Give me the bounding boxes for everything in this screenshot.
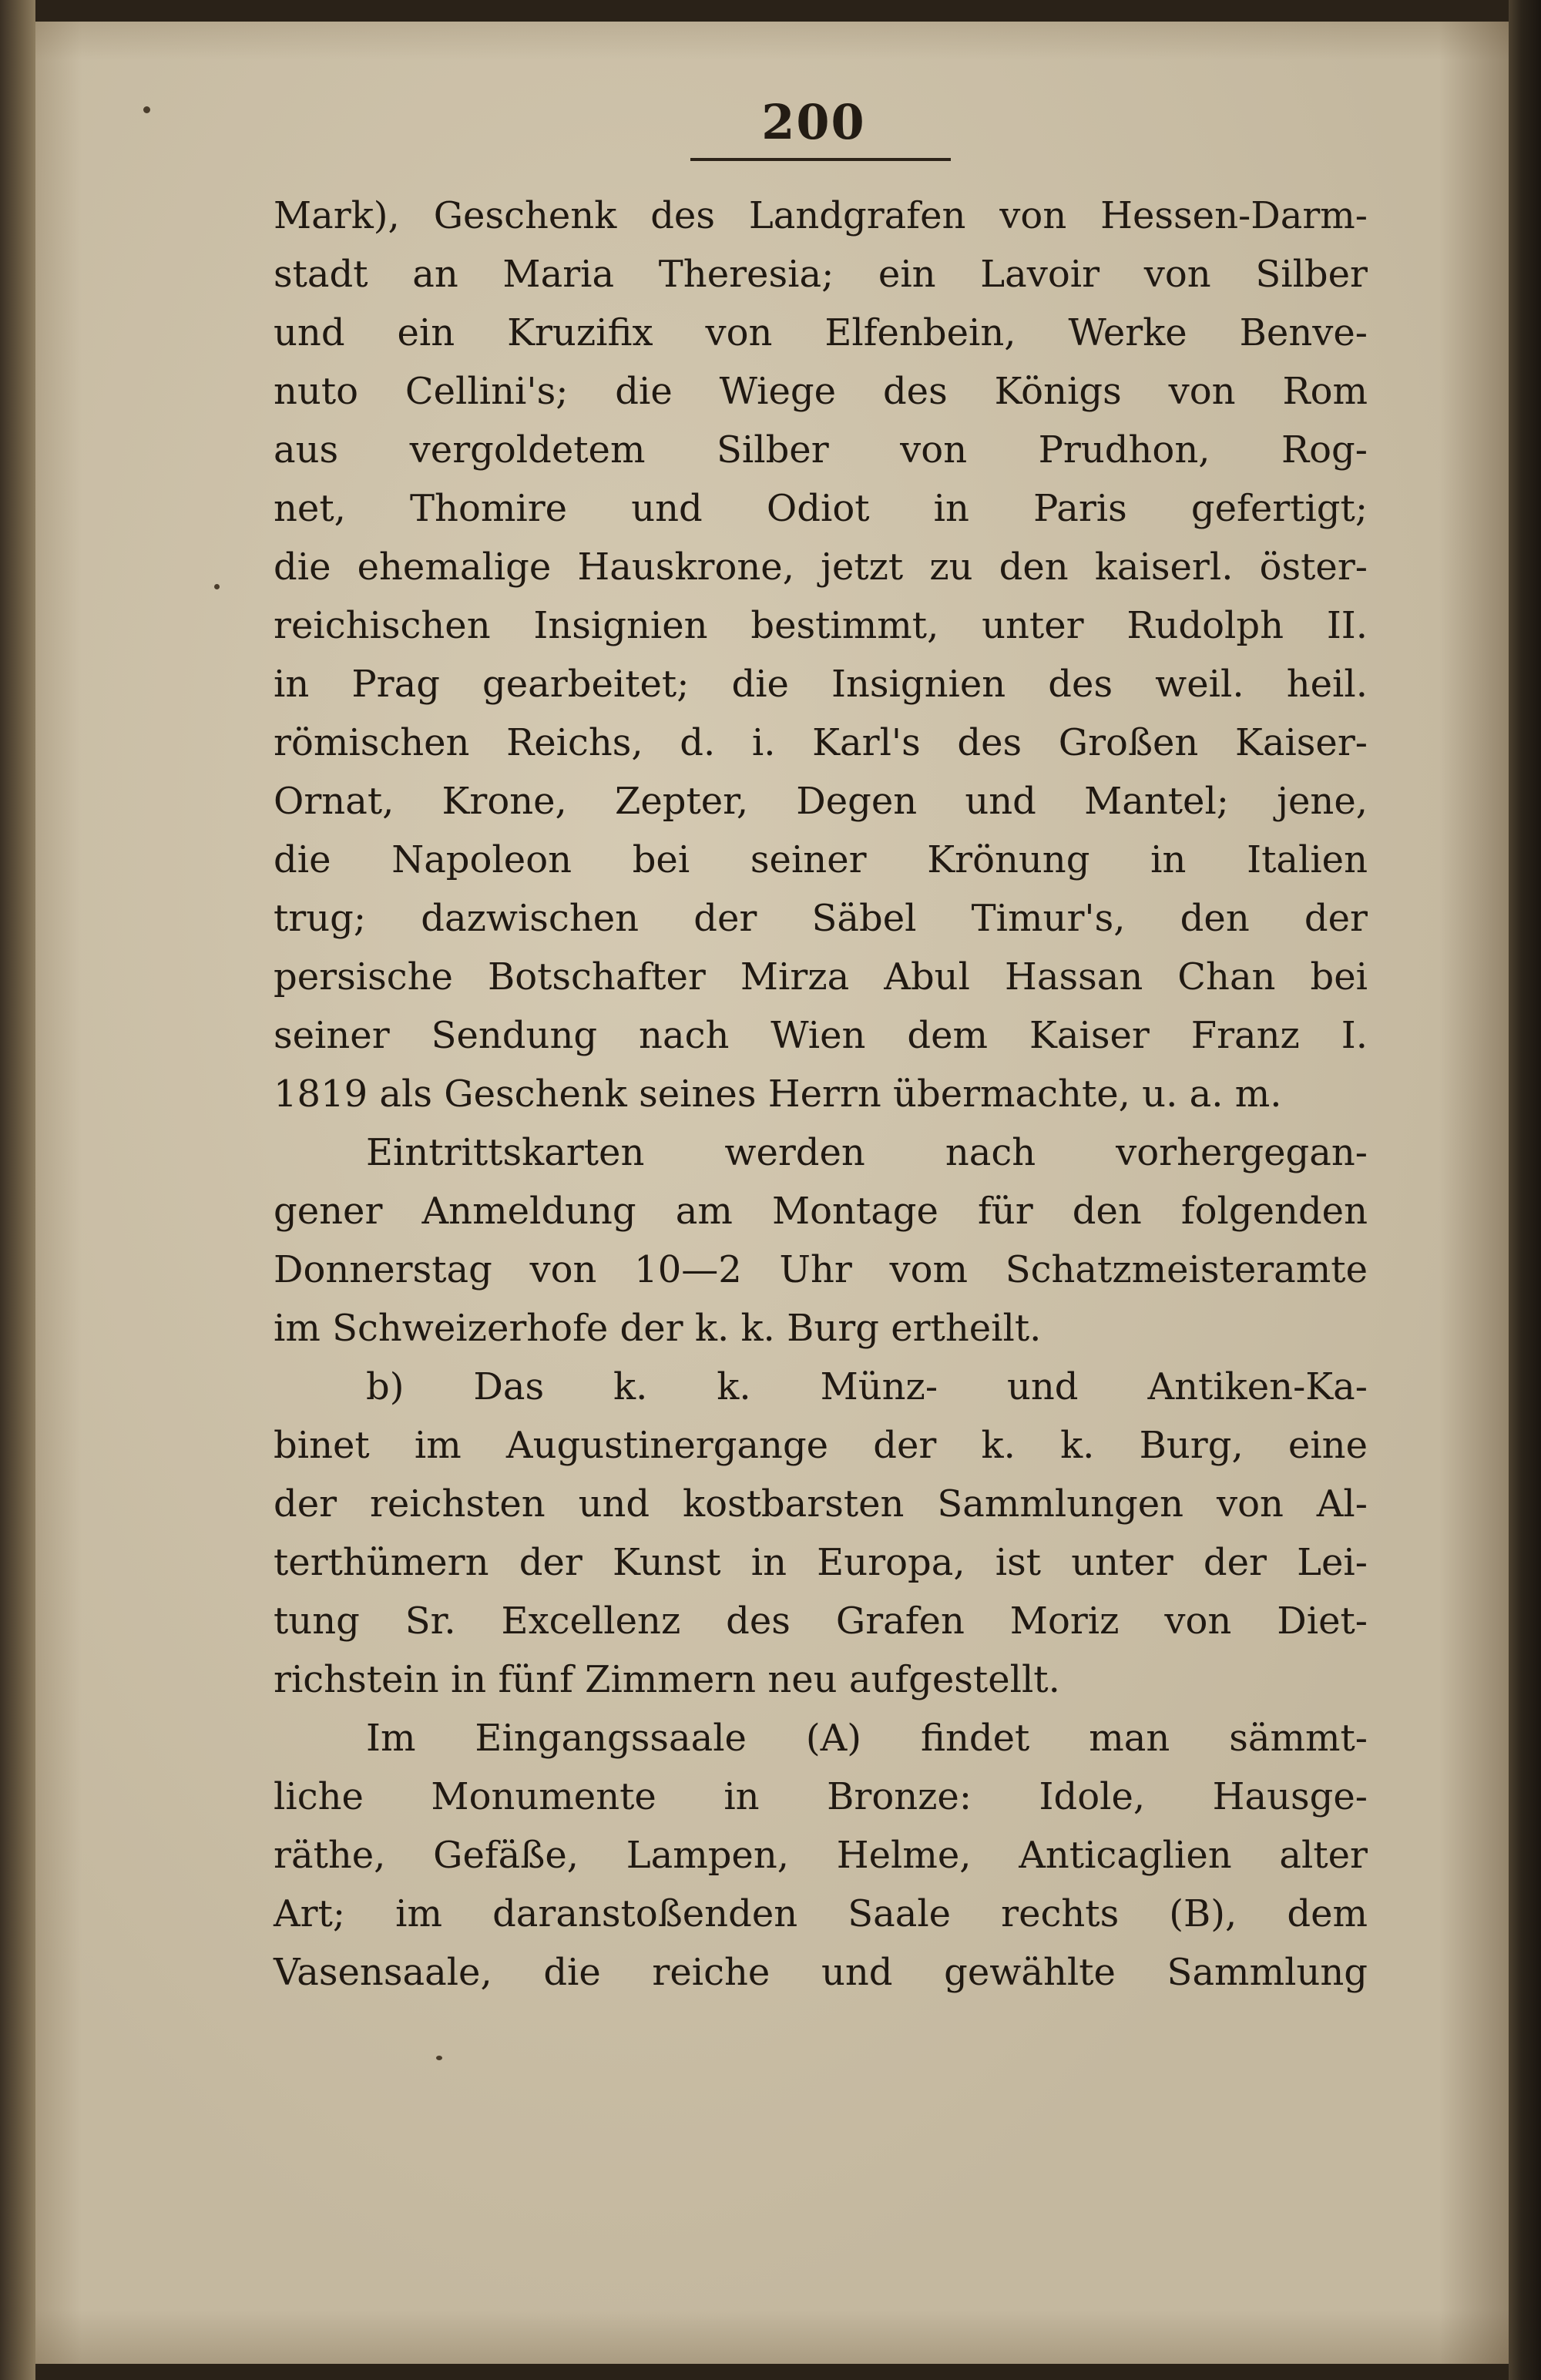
body-text bbox=[274, 186, 1368, 2002]
header-rule bbox=[690, 158, 951, 161]
text-line: Mark), Geschenk des Landgrafen von Hessen-Darm- bbox=[274, 194, 1368, 237]
book-outer-edge bbox=[1509, 0, 1541, 2380]
text-line: trug; dazwischen der Säbel Timur's, den der bbox=[274, 897, 1368, 940]
text-line: der reichsten und kostbarsten Sammlungen von Al- bbox=[274, 1482, 1368, 1526]
text-line: Vasensaale, die reiche und gewählte Sammlung bbox=[274, 1951, 1368, 1994]
text-line: gener Anmeldung am Montage für den folgenden bbox=[274, 1190, 1368, 1233]
text-line: persische Botschafter Mirza Abul Hassan Chan bei bbox=[274, 955, 1368, 999]
text-line: liche Monumente in Bronze: Idole, Hausge- bbox=[274, 1775, 1368, 1818]
text-line: nuto Cellini's; die Wiege des Königs von Rom bbox=[274, 370, 1368, 413]
page-number: 200 bbox=[761, 94, 866, 150]
text-line: und ein Kruzifix von Elfenbein, Werke Benve- bbox=[274, 311, 1368, 354]
text-line: net, Thomire und Odiot in Paris gefertigt; bbox=[274, 487, 1368, 530]
text-line: die ehemalige Hauskrone, jetzt zu den kaiserl. öster- bbox=[274, 545, 1368, 589]
text-line: römischen Reichs, d. i. Karl's des Großen Kaiser- bbox=[274, 721, 1368, 764]
ink-speck bbox=[214, 584, 220, 589]
text-line: in Prag gearbeitet; die Insignien des weil. heil. bbox=[274, 663, 1368, 706]
text-line: terthümern der Kunst in Europa, ist unter der Lei- bbox=[274, 1541, 1368, 1584]
text-line: binet im Augustinergange der k. k. Burg, eine bbox=[274, 1424, 1368, 1467]
text-line: tung Sr. Excellenz des Grafen Moriz von Diet- bbox=[274, 1600, 1368, 1643]
text-line: Donnerstag von 10—2 Uhr vom Schatzmeisteramte bbox=[274, 1248, 1368, 1291]
text-line: räthe, Gefäße, Lampen, Helme, Anticaglien alter bbox=[274, 1834, 1368, 1877]
text-line: reichischen Insignien bestimmt, unter Rudolph II. bbox=[274, 604, 1368, 647]
text-line: aus vergoldetem Silber von Prudhon, Rog- bbox=[274, 428, 1368, 472]
text-line: richstein in fünf Zimmern neu aufgestellt. bbox=[274, 1658, 1060, 1701]
ink-speck bbox=[143, 106, 150, 113]
text-line: b) Das k. k. Münz- und Antiken-Ka- bbox=[366, 1365, 1368, 1408]
ink-speck bbox=[436, 2056, 442, 2060]
text-line: im Schweizerhofe der k. k. Burg ertheilt. bbox=[274, 1307, 1042, 1350]
text-line: die Napoleon bei seiner Krönung in Italien bbox=[274, 838, 1368, 881]
book-spine-edge bbox=[0, 0, 35, 2380]
text-line: Art; im daranstoßenden Saale rechts (B), dem bbox=[274, 1892, 1368, 1935]
text-line: Ornat, Krone, Zepter, Degen und Mantel; jene, bbox=[274, 780, 1368, 823]
text-line: Im Eingangssaale (A) findet man sämmt- bbox=[366, 1717, 1368, 1760]
text-line: seiner Sendung nach Wien dem Kaiser Franz I. bbox=[274, 1014, 1368, 1057]
text-line: 1819 als Geschenk seines Herrn übermachte, u. a. m. bbox=[274, 1073, 1282, 1116]
text-line: stadt an Maria Theresia; ein Lavoir von Silber bbox=[274, 253, 1368, 296]
text-line: Eintrittskarten werden nach vorhergegan- bbox=[366, 1131, 1368, 1174]
